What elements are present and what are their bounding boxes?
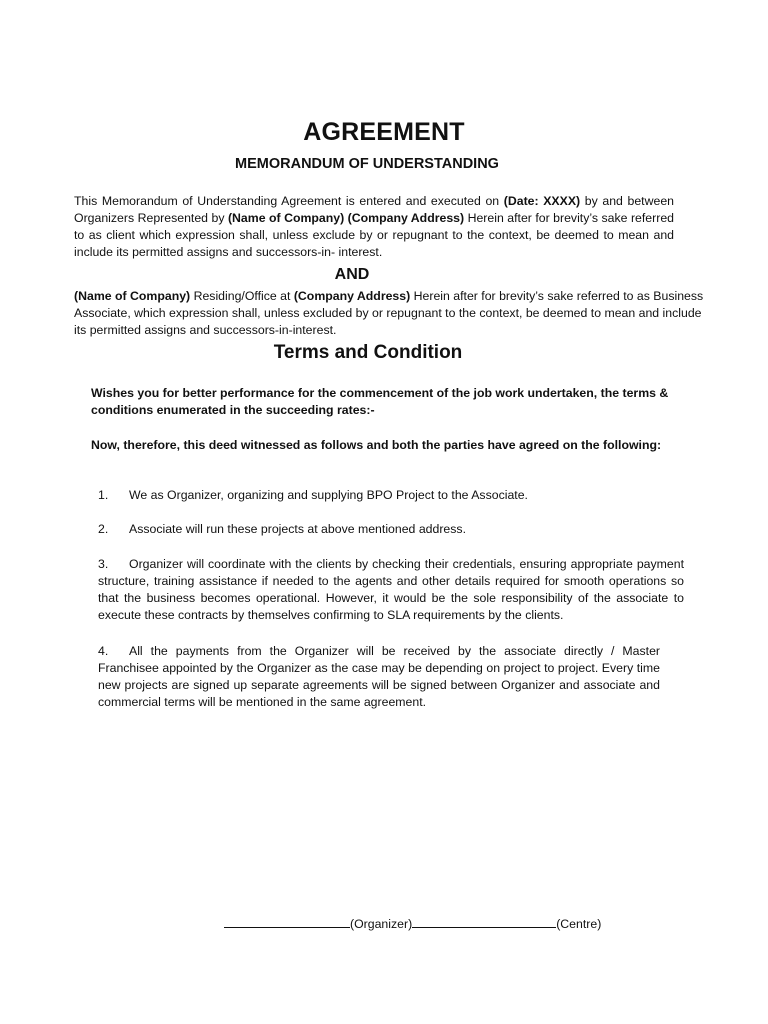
document-subtitle: MEMORANDUM OF UNDERSTANDING — [235, 156, 499, 172]
signature-block — [224, 914, 601, 933]
organizer-signature-label: (Organizer) — [350, 917, 413, 931]
clause-text: All the payments from the Organizer will be received by the associate directly / Master Franchisee appointed by the Organizer as the case may be depending on project to project. Every time new projects are signed up separate agreements will be signed between Organizer and associate and commercial terms will be mentioned in the same agreement. — [98, 644, 660, 709]
clause-4 — [98, 643, 660, 711]
second-party-text-2: Herein after for brevity’s sake referred to as Business Associate, which expression shall, unless excluded by or repugnant to the context, be deemed to mean and include its permitted assigns and successors-in-interest. — [74, 289, 704, 337]
second-party-text-1: Residing/Office at — [190, 289, 294, 303]
terms-heading: Terms and Condition — [273, 342, 463, 363]
intro-paragraph — [74, 193, 674, 261]
centre-signature-line — [412, 914, 556, 928]
intro-text-1: This Memorandum of Understanding Agreement is entered and executed on — [74, 194, 504, 208]
second-party-paragraph — [74, 288, 716, 339]
now-therefore-paragraph: Now, therefore, this deed witnessed as follows and both the parties have agreed on the following: — [91, 438, 662, 452]
centre-signature-label: (Centre) — [556, 917, 602, 931]
clause-3 — [98, 556, 684, 624]
clause-1 — [98, 487, 684, 504]
wishes-paragraph: Wishes you for better performance for the commencement of the job work undertaken, the terms & conditions enumerated in the succeeding rates:- — [91, 386, 669, 417]
organizer-signature-line — [224, 914, 350, 928]
intro-text-2: by and between Organizers Represented by — [74, 194, 674, 225]
clause-2 — [98, 521, 684, 538]
associate-company-placeholder: (Name of Company) — [74, 289, 191, 303]
associate-address-placeholder: (Company Address) — [293, 289, 411, 303]
clause-text: Organizer will coordinate with the clients by checking their credentials, ensuring appropriate payment structure, training assistance if needed to the agents and other details required for smooth operations so that the business becomes operational. However, it would be the sole responsibility of the associate to execute these contracts by themselves confirming to SLA requirements by the clients. — [98, 557, 684, 622]
clause-text: Associate will run these projects at above mentioned address. — [129, 522, 466, 536]
clause-number: 3. — [98, 557, 109, 571]
clause-number: 2. — [98, 522, 109, 536]
clause-number: 1. — [98, 488, 109, 502]
and-heading: AND — [334, 266, 370, 283]
document-title: AGREEMENT — [303, 118, 465, 146]
intro-text-3: Herein after for brevity’s sake referred to as client which expression shall, unless exclude by or repugnant to the context, be deemed to mean and include its permitted assigns and successors-in- interest. — [74, 211, 674, 259]
clause-number: 4. — [98, 644, 109, 658]
clause-text: We as Organizer, organizing and supplying BPO Project to the Associate. — [129, 488, 528, 502]
organizer-company-placeholder: (Name of Company) (Company Address) — [227, 211, 465, 225]
date-placeholder: (Date: XXXX) — [503, 194, 581, 208]
